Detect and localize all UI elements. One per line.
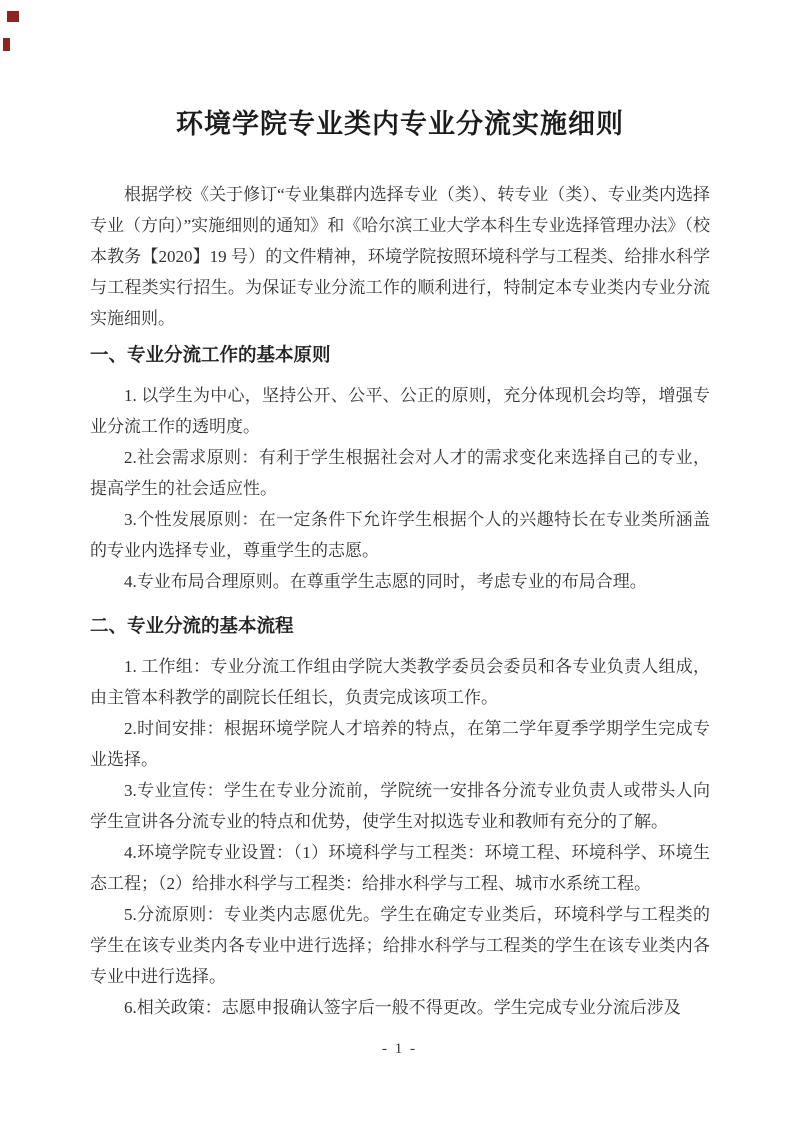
section-2-item-3: 3.专业宣传：学生在专业分流前，学院统一安排各分流专业负责人或带头人向学生宣讲各分流专业的特点和优势，使学生对拟选专业和教师有充分的了解。 [90, 781, 710, 831]
section-1-item-4: 4.专业布局合理原则。在尊重学生志愿的同时，考虑专业的布局合理。 [124, 572, 647, 591]
red-scan-mark-top [7, 11, 19, 22]
section-2-item-4: 4.环境学院专业设置：（1）环境科学与工程类：环境工程、环境科学、环境生态工程；（2）给排水科学与工程类：给排水科学与工程、城市水系统工程。 [90, 843, 710, 893]
section-2-item-5: 5.分流原则：专业类内志愿优先。学生在确定专业类后，环境科学与工程类的学生在该专业类内各专业中进行选择；给排水科学与工程类的学生在该专业类内各专业中进行选择。 [90, 905, 710, 986]
page-title: 环境学院专业类内专业分流实施细则 [176, 109, 624, 139]
intro-paragraph: 根据学校《关于修订“专业集群内选择专业（类）、转专业（类）、专业类内选择专业（方向）”实施细则的通知》和《哈尔滨工业大学本科生专业选择管理办法》（校本教务【2020】19 号）的文件精神，环境学院按照环境科学与工程类、给排水科学与工程类实行招生。为保证专业分流工作的顺利进行，特制定本专业类内专业分流实施细则。 [90, 185, 710, 328]
section-2-item-2: 2.时间安排：根据环境学院人才培养的特点，在第二学年夏季学期学生完成专业选择。 [90, 719, 710, 769]
section-1-item-1: 1. 以学生为中心，坚持公开、公平、公正的原则，充分体现机会均等，增强专业分流工作的透明度。 [90, 386, 710, 436]
section-1-item-2: 2.社会需求原则：有利于学生根据社会对人才的需求变化来选择自己的专业，提高学生的社会适应性。 [90, 448, 710, 498]
section-1-heading: 一、专业分流工作的基本原则 [90, 344, 331, 365]
red-scan-mark-left [3, 38, 10, 51]
page-number: - 1 - [382, 1041, 417, 1057]
section-2-item-6: 6.相关政策：志愿申报确认签字后一般不得更改。学生完成专业分流后涉及 [124, 998, 681, 1017]
section-1-item-3: 3.个性发展原则：在一定条件下允许学生根据个人的兴趣特长在专业类所涵盖的专业内选择专业，尊重学生的志愿。 [90, 510, 710, 560]
section-2-item-1: 1. 工作组：专业分流工作组由学院大类教学委员会委员和各专业负责人组成，由主管本科教学的副院长任组长，负责完成该项工作。 [90, 657, 710, 707]
section-2-heading: 二、专业分流的基本流程 [90, 615, 294, 636]
